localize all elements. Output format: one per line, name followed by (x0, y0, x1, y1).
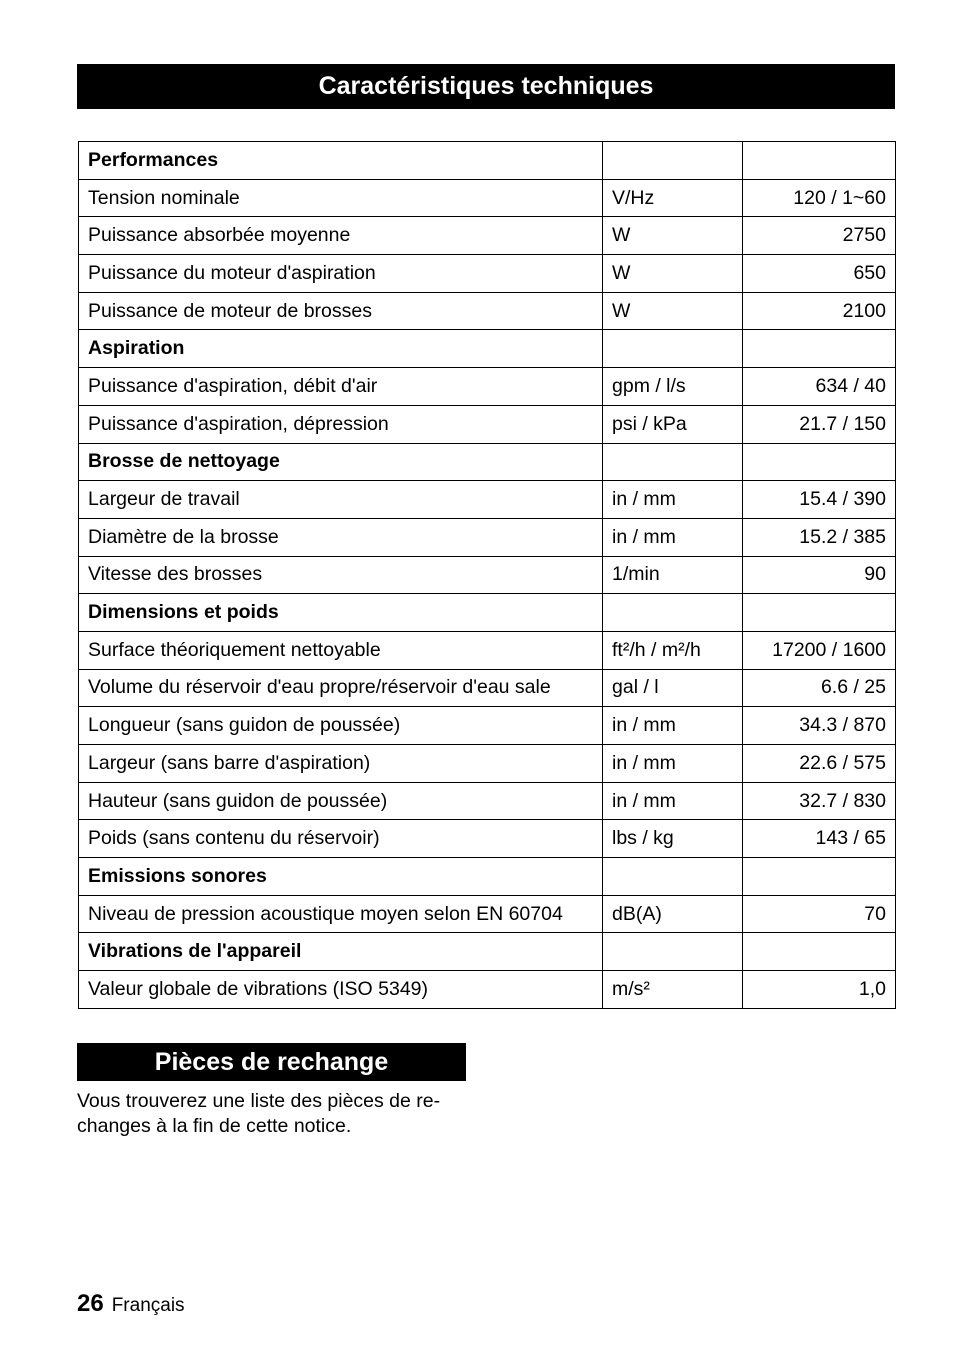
spec-label: Niveau de pression acoustique moyen selon EN 60704 (79, 895, 603, 933)
table-section-row (79, 594, 896, 632)
spec-label: Puissance du moteur d'aspiration (79, 255, 603, 293)
page-number: 26 (77, 1290, 104, 1317)
spec-unit: W (603, 217, 743, 255)
spec-unit: psi / kPa (603, 405, 743, 443)
spec-unit: in / mm (603, 518, 743, 556)
table-row (79, 481, 896, 519)
table-row (79, 518, 896, 556)
spec-table (78, 141, 896, 1009)
spec-unit: 1/min (603, 556, 743, 594)
spec-value (743, 933, 896, 971)
spec-value: 1,0 (743, 971, 896, 1009)
spec-label: Largeur (sans barre d'aspiration) (79, 745, 603, 783)
spec-unit: gal / l (603, 669, 743, 707)
table-row (79, 707, 896, 745)
spec-value: 90 (743, 556, 896, 594)
table-row (79, 745, 896, 783)
table-row (79, 292, 896, 330)
spec-label: Vitesse des brosses (79, 556, 603, 594)
spec-unit: ft²/h / m²/h (603, 631, 743, 669)
spec-label: Largeur de travail (79, 481, 603, 519)
table-row (79, 820, 896, 858)
spec-unit: m/s² (603, 971, 743, 1009)
page-footer (77, 1290, 185, 1318)
table-row (79, 895, 896, 933)
table-section-row (79, 933, 896, 971)
section-label: Aspiration (79, 330, 603, 368)
spec-label: Puissance d'aspiration, dépression (79, 405, 603, 443)
spec-value: 2100 (743, 292, 896, 330)
spec-label: Hauteur (sans guidon de poussée) (79, 782, 603, 820)
spec-label: Puissance d'aspiration, débit d'air (79, 368, 603, 406)
spec-label: Surface théoriquement nettoyable (79, 631, 603, 669)
spec-unit (603, 142, 743, 180)
spec-value (743, 594, 896, 632)
spec-label: Longueur (sans guidon de poussée) (79, 707, 603, 745)
spec-unit (603, 330, 743, 368)
spec-unit (603, 858, 743, 896)
spec-unit: in / mm (603, 745, 743, 783)
spec-value: 143 / 65 (743, 820, 896, 858)
spec-value: 34.3 / 870 (743, 707, 896, 745)
spec-unit (603, 443, 743, 481)
table-row (79, 217, 896, 255)
section-label: Emissions sonores (79, 858, 603, 896)
spare-parts-text-line: Vous trouverez une liste des pièces de re- (77, 1090, 441, 1112)
spec-value: 634 / 40 (743, 368, 896, 406)
spec-unit (603, 933, 743, 971)
spec-label: Volume du réservoir d'eau propre/réservoir d'eau sale (79, 669, 603, 707)
spec-unit: gpm / l/s (603, 368, 743, 406)
spec-value: 6.6 / 25 (743, 669, 896, 707)
spec-value: 15.4 / 390 (743, 481, 896, 519)
table-section-row (79, 142, 896, 180)
table-section-row (79, 443, 896, 481)
table-row (79, 782, 896, 820)
page-title: Caractéristiques techniques (77, 64, 895, 109)
spare-parts-text (77, 1089, 477, 1139)
spec-unit (603, 594, 743, 632)
spec-label: Diamètre de la brosse (79, 518, 603, 556)
footer-language: Français (111, 1295, 185, 1316)
table-row (79, 971, 896, 1009)
table-row (79, 255, 896, 293)
spec-label: Puissance de moteur de brosses (79, 292, 603, 330)
spare-parts-text-line: changes à la fin de cette notice. (77, 1115, 352, 1137)
spec-value: 70 (743, 895, 896, 933)
spec-value (743, 142, 896, 180)
spec-label: Puissance absorbée moyenne (79, 217, 603, 255)
spec-unit: in / mm (603, 707, 743, 745)
spec-table-body (79, 142, 896, 1009)
spec-unit: lbs / kg (603, 820, 743, 858)
spec-label: Tension nominale (79, 179, 603, 217)
spec-label: Valeur globale de vibrations (ISO 5349) (79, 971, 603, 1009)
spec-unit: W (603, 292, 743, 330)
spec-value (743, 443, 896, 481)
spare-parts-title: Pièces de rechange (77, 1043, 466, 1081)
spec-value: 32.7 / 830 (743, 782, 896, 820)
spec-value (743, 858, 896, 896)
spec-value: 2750 (743, 217, 896, 255)
table-section-row (79, 858, 896, 896)
spec-unit: in / mm (603, 481, 743, 519)
table-row (79, 631, 896, 669)
section-label: Performances (79, 142, 603, 180)
table-row (79, 368, 896, 406)
spec-value (743, 330, 896, 368)
spec-unit: W (603, 255, 743, 293)
table-section-row (79, 330, 896, 368)
spec-label: Poids (sans contenu du réservoir) (79, 820, 603, 858)
spec-value: 22.6 / 575 (743, 745, 896, 783)
section-label: Dimensions et poids (79, 594, 603, 632)
section-label: Vibrations de l'appareil (79, 933, 603, 971)
section-label: Brosse de nettoyage (79, 443, 603, 481)
table-row (79, 669, 896, 707)
spec-unit: dB(A) (603, 895, 743, 933)
spec-unit: V/Hz (603, 179, 743, 217)
table-row (79, 405, 896, 443)
spec-value: 21.7 / 150 (743, 405, 896, 443)
spec-value: 120 / 1~60 (743, 179, 896, 217)
spec-value: 17200 / 1600 (743, 631, 896, 669)
spec-value: 15.2 / 385 (743, 518, 896, 556)
table-row (79, 556, 896, 594)
spec-value: 650 (743, 255, 896, 293)
spec-unit: in / mm (603, 782, 743, 820)
table-row (79, 179, 896, 217)
